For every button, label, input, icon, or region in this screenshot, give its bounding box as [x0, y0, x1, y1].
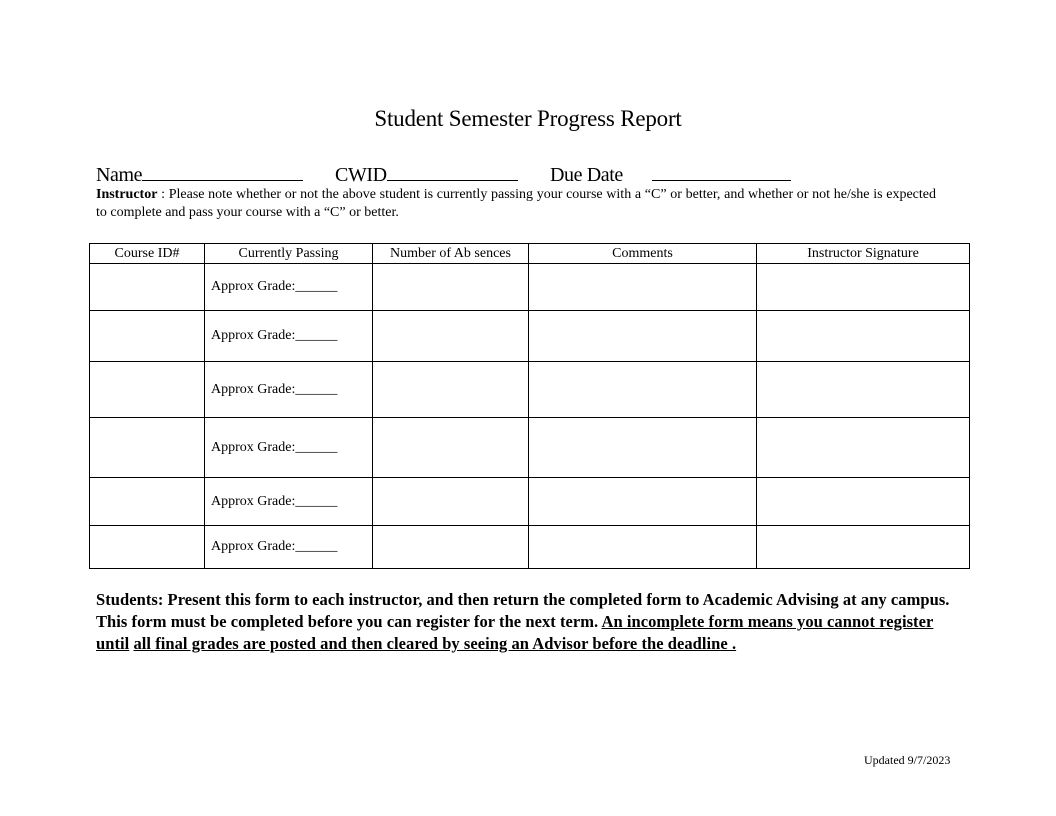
- absences-cell[interactable]: [373, 526, 529, 569]
- comments-cell[interactable]: [529, 478, 757, 526]
- header-number-of-absences: Number of Ab sences: [373, 244, 529, 264]
- cwid-field[interactable]: [335, 162, 518, 187]
- comments-cell[interactable]: [529, 311, 757, 362]
- instructor-label: Instructor: [96, 187, 158, 202]
- table-header-row: [90, 244, 970, 264]
- table-row: [90, 478, 970, 526]
- instructor-text: : Please note whether or not the above student is currently passing your course with a “C” or better, and whether or not he/she is expected to complete and pass your course with a “C” or better.: [96, 187, 936, 220]
- absences-cell[interactable]: [373, 418, 529, 478]
- absences-cell[interactable]: [373, 362, 529, 418]
- student-instructions: [96, 589, 962, 655]
- header-course-id: Course ID#: [90, 244, 205, 264]
- comments-cell[interactable]: [529, 526, 757, 569]
- cwid-label: CWID: [335, 164, 387, 186]
- footer-underlined-warning-1: An incomplete form means you cannot register until: [96, 612, 934, 653]
- progress-table: [89, 243, 970, 569]
- table-row: [90, 362, 970, 418]
- approx-grade-cell[interactable]: Approx Grade:______: [205, 264, 373, 311]
- signature-cell[interactable]: [757, 526, 970, 569]
- approx-grade-cell[interactable]: Approx Grade:______: [205, 418, 373, 478]
- course-id-cell[interactable]: [90, 362, 205, 418]
- name-blank[interactable]: [142, 162, 303, 181]
- comments-cell[interactable]: [529, 362, 757, 418]
- course-id-cell[interactable]: [90, 478, 205, 526]
- instructor-instructions: [96, 186, 936, 222]
- cwid-blank[interactable]: [387, 162, 518, 181]
- approx-grade-cell[interactable]: Approx Grade:______: [205, 362, 373, 418]
- course-id-cell[interactable]: [90, 264, 205, 311]
- table-row: [90, 311, 970, 362]
- approx-grade-cell[interactable]: Approx Grade:______: [205, 311, 373, 362]
- absences-cell[interactable]: [373, 311, 529, 362]
- signature-cell[interactable]: [757, 264, 970, 311]
- signature-cell[interactable]: [757, 311, 970, 362]
- course-id-cell[interactable]: [90, 311, 205, 362]
- header-currently-passing: Currently Passing: [205, 244, 373, 264]
- course-id-cell[interactable]: [90, 418, 205, 478]
- page-title: Student Semester Progress Report: [374, 106, 682, 131]
- footer-lead: Students: Present this form to each instructor, and then return the completed form to Academic Advising at any campus. This form must be completed before you can register for the next term.: [96, 590, 950, 631]
- header-comments: Comments: [529, 244, 757, 264]
- table-row: [90, 418, 970, 478]
- name-field[interactable]: [96, 162, 303, 187]
- signature-cell[interactable]: [757, 478, 970, 526]
- approx-grade-cell[interactable]: Approx Grade:______: [205, 478, 373, 526]
- course-id-cell[interactable]: [90, 526, 205, 569]
- footer-underlined-warning-2: all final grades are posted and then cleared by seeing an Advisor before the deadline .: [133, 634, 737, 653]
- comments-cell[interactable]: [529, 418, 757, 478]
- table-row: [90, 526, 970, 569]
- approx-grade-cell[interactable]: Approx Grade:______: [205, 526, 373, 569]
- header-instructor-signature: Instructor Signature: [757, 244, 970, 264]
- absences-cell[interactable]: [373, 264, 529, 311]
- due-date-field[interactable]: [550, 162, 791, 187]
- name-label: Name: [96, 164, 143, 186]
- comments-cell[interactable]: [529, 264, 757, 311]
- table-row: [90, 264, 970, 311]
- due-date-label: Due Date: [550, 164, 623, 186]
- signature-cell[interactable]: [757, 418, 970, 478]
- due-date-blank[interactable]: [652, 162, 791, 181]
- updated-date: Updated 9/7/2023: [864, 753, 951, 767]
- absences-cell[interactable]: [373, 478, 529, 526]
- signature-cell[interactable]: [757, 362, 970, 418]
